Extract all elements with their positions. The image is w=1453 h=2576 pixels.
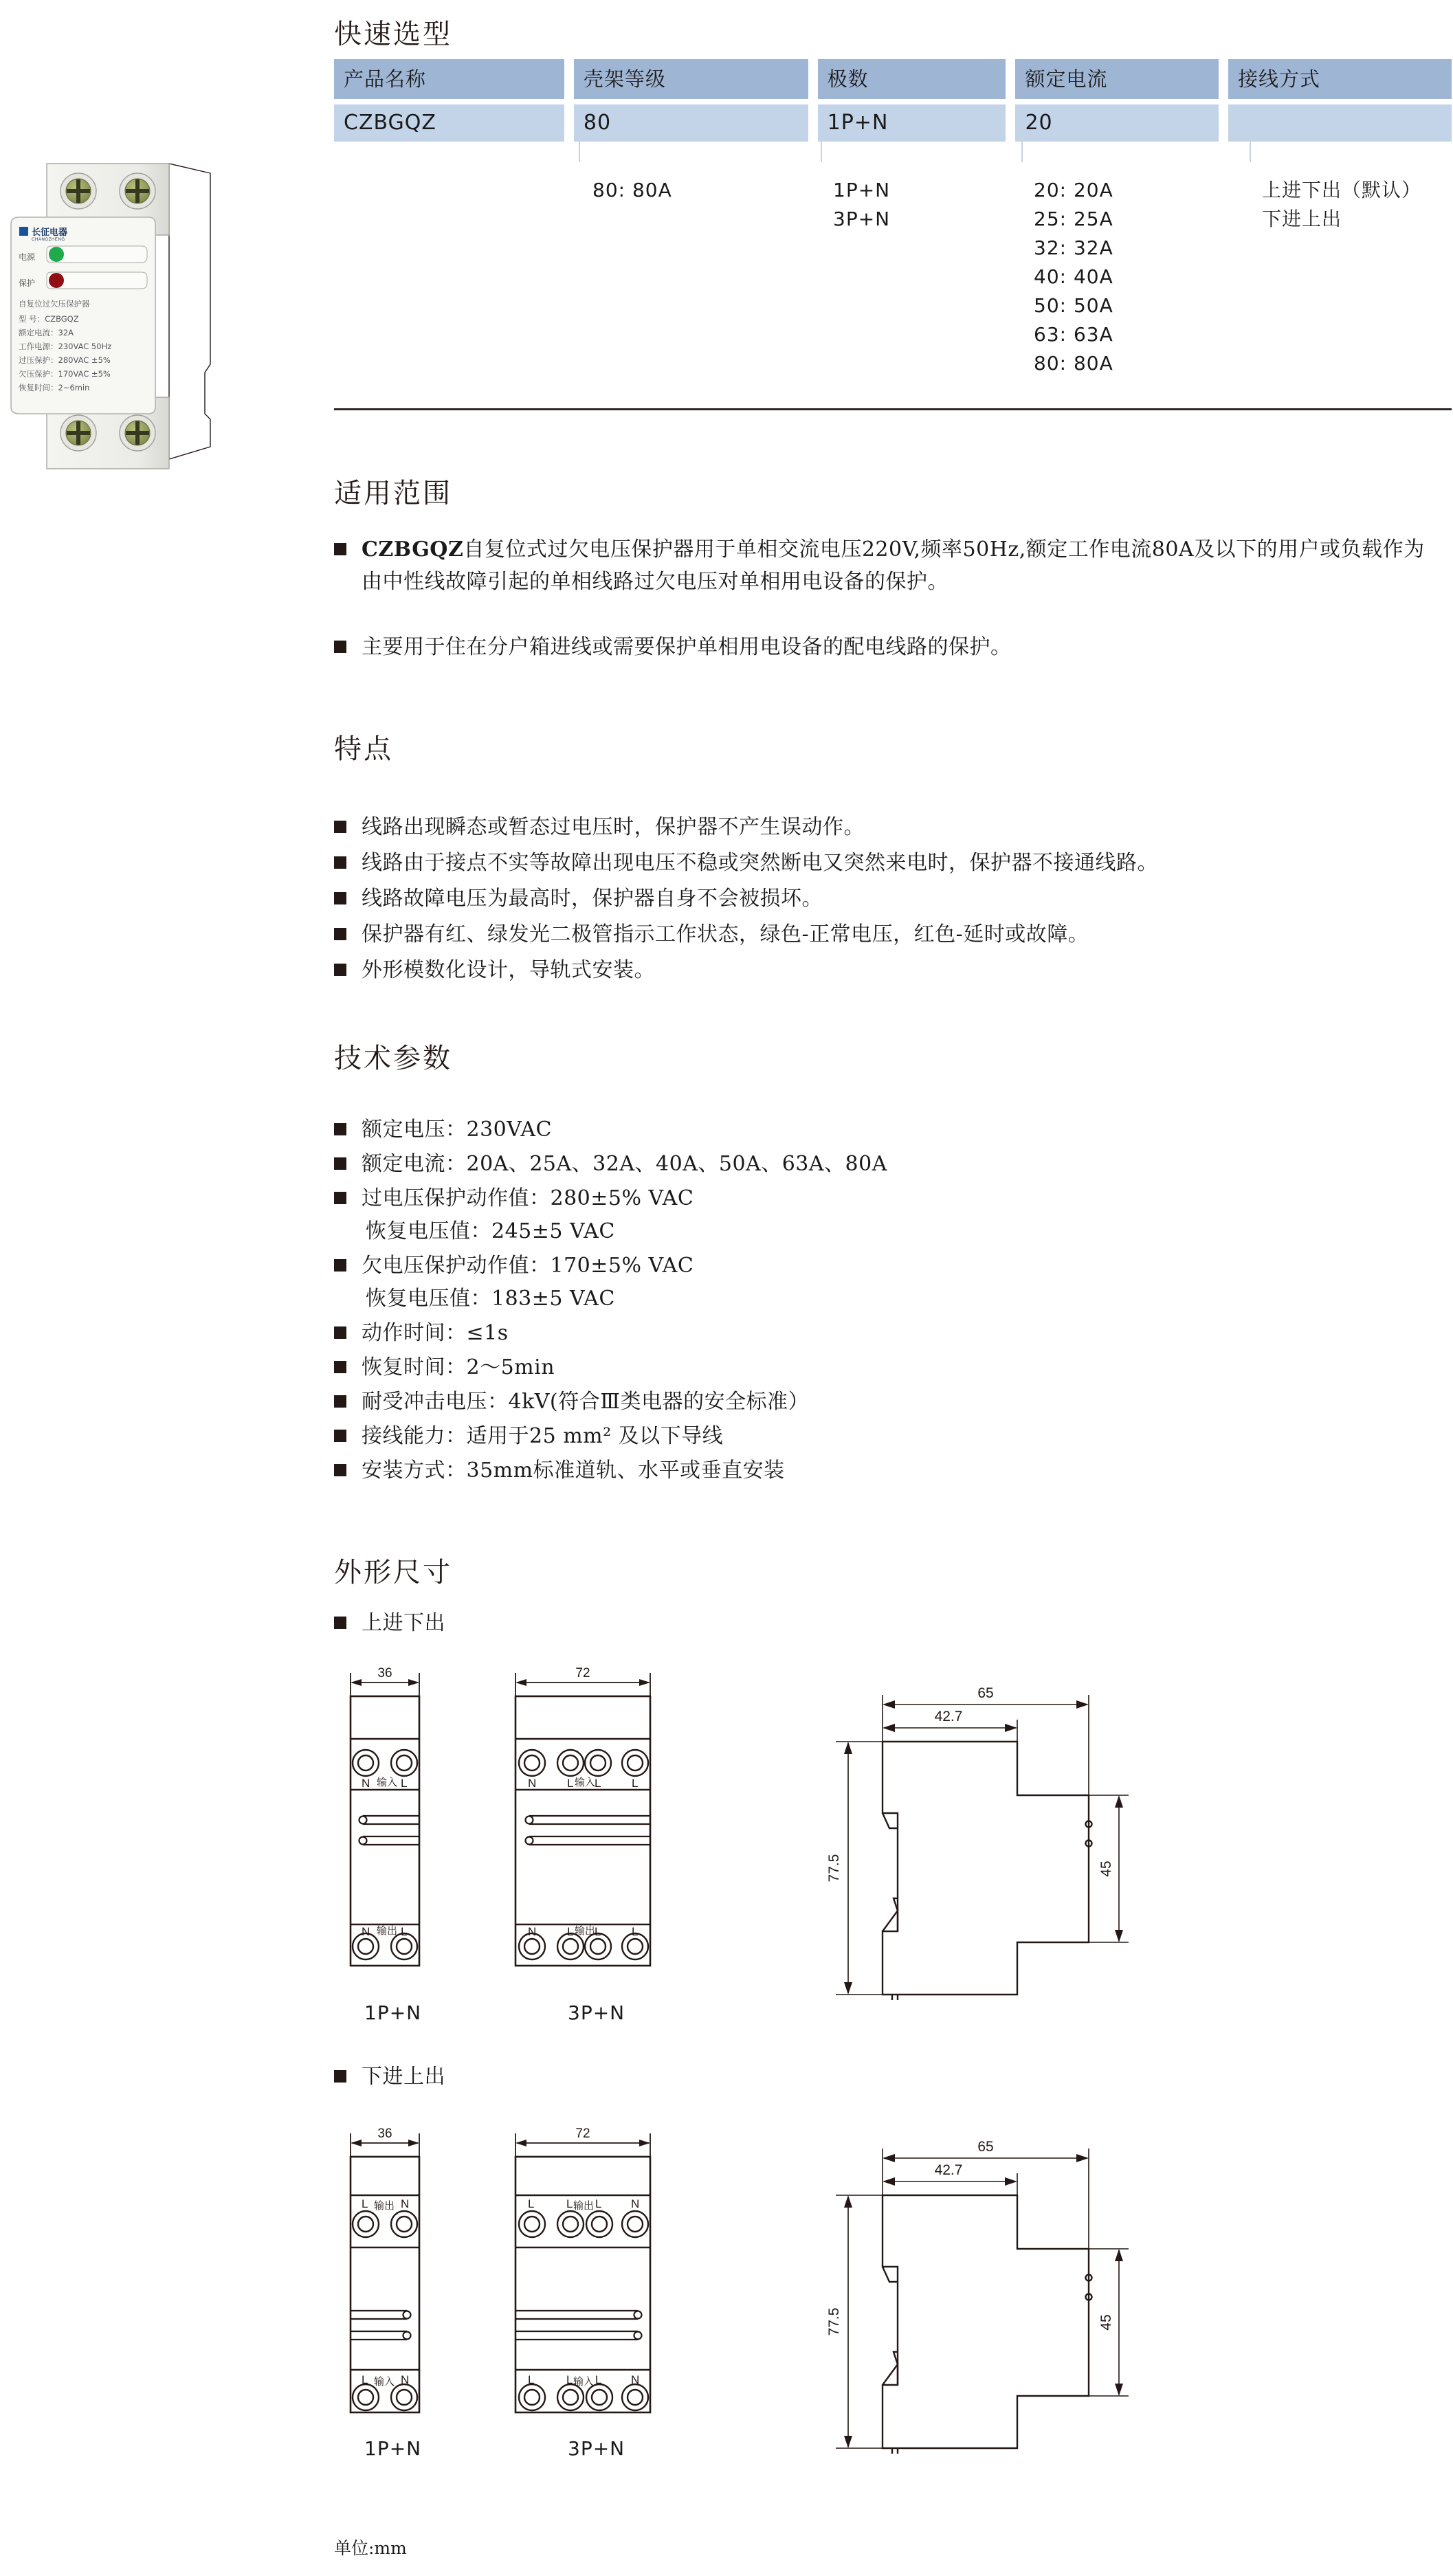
caption-bottom-in-3pn: 3P+N [568,2437,625,2460]
column-header-wiring-type: 接线方式 [1228,59,1452,99]
drawing-bottom-in-3pn-front [499,2124,698,2426]
column-header-product-name: 产品名称 [334,59,564,99]
caption-top-in-3pn: 3P+N [568,2001,625,2024]
led-protect-label: 保护 [19,278,36,288]
bullet-square-icon [334,1617,346,1629]
label-output: 输出 [575,1925,596,1937]
feature-item-5-text: 外形模数化设计，导轨式安装。 [362,958,655,982]
dim-depth-42-7: 42.7 [934,2162,963,2178]
bullet-square-icon [334,2070,346,2083]
drawing-bottom-in-1pn-front [334,2124,472,2426]
terminal-label-n-out: N [362,1925,370,1938]
bullet-square-icon [334,1123,346,1135]
spec-item-2 [334,1148,1296,1180]
bullet-square-icon [334,1430,346,1442]
svg-text:自复位过欠压保护器: 自复位过欠压保护器 [19,299,90,309]
option-poles-3pn: 3P+N [833,208,891,230]
terminal-label-l1-in: L [567,1777,574,1790]
svg-text:欠压保护：170VAC ±5%: 欠压保护：170VAC ±5% [19,369,111,379]
option-list-wiring [1262,176,1421,234]
bullet-square-icon [334,641,346,653]
spec-item-6 [334,1351,1296,1384]
feature-item-1-text: 线路出现瞬态或暂态过电压时，保护器不产生误动作。 [362,815,865,839]
terminal-label-l-in: L [362,2373,368,2386]
option-current-25: 25: 25A [1034,208,1113,230]
spec-item-8 [334,1420,1296,1452]
bullet-square-icon [334,856,346,869]
label-input: 输入 [377,1777,398,1788]
label-output: 输出 [377,1925,398,1937]
terminal-label-l-in: L [401,1777,408,1790]
terminal-label-n-in: N [401,2373,410,2386]
connector-stub-poles [821,137,822,162]
column-header-poles: 极数 [818,59,1006,99]
terminal-label-l3-in: L [595,2373,602,2386]
value-frame-rating: 80 [574,104,808,142]
terminal-label-l-out: L [362,2197,368,2210]
bullet-square-icon [334,964,346,976]
option-current-63: 63: 63A [1034,323,1113,346]
caption-bottom-in-1pn: 1P+N [364,2437,422,2460]
bullet-square-icon [334,821,346,833]
value-wiring-type [1228,104,1452,142]
bullet-square-icon [334,1464,346,1476]
drawing-top-in-3pn-front [499,1663,698,1979]
terminal-label-l1-in: L [528,2373,535,2386]
terminal-label-n-in: N [528,1777,537,1790]
table-value-row [334,104,1452,142]
terminal-label-l3-out: L [632,1925,639,1938]
spec-item-6-text: 恢复时间：2～5min [362,1355,555,1379]
caption-top-in-1pn: 1P+N [364,2001,422,2024]
label-output: 输出 [374,2200,395,2212]
brand-name-en: CHANGZHENG [32,238,65,242]
option-current-50: 50: 50A [1034,294,1113,317]
dimensions-title: 外形尺寸 [334,1557,452,1588]
terminal-label-l2-out: L [595,1925,601,1938]
dim-height-77-5: 77.5 [826,2307,842,2336]
section-divider [334,408,1452,410]
dimensions-group-bottom-in [334,2061,445,2093]
drawing-top-in-side [811,1656,1134,2000]
option-current-20: 20: 20A [1034,179,1113,201]
label-input: 输入 [573,2376,595,2388]
scope-item-2-text: 主要用于住在分户箱进线或需要保护单相用电设备的配电线路的保护。 [362,635,1012,659]
svg-text:工作电源：230VAC 50Hz: 工作电源：230VAC 50Hz [19,342,112,351]
dim-width-72: 72 [575,2127,590,2141]
terminal-label-l3-out: L [595,2197,602,2210]
spec-item-1-text: 额定电压：230VAC [362,1118,553,1142]
option-wiring-top-in: 上进下出（默认） [1262,179,1422,201]
connector-stub-current [1021,137,1023,162]
feature-item-3 [334,882,1434,915]
scope-title: 适用范围 [334,478,452,509]
bullet-square-icon [334,1157,346,1170]
specs-title: 技术参数 [334,1043,452,1074]
bullet-square-icon [334,543,346,555]
svg-text:过压保护：280VAC ±5%: 过压保护：280VAC ±5% [19,355,111,365]
spec-item-9 [334,1454,1296,1487]
led-power-indicator [49,247,64,262]
option-frame-80: 80: 80A [592,179,672,201]
spec-item-4-sub: 恢复电压值：183±5 VAC [366,1287,615,1311]
spec-item-3-text: 过电压保护动作值：280±5% VAC [362,1186,694,1210]
spec-item-9-text: 安装方式：35mm标准道轨、水平或垂直安装 [362,1458,785,1483]
terminal-label-n-out: N [528,1925,537,1938]
spec-item-7-text: 耐受冲击电压：4kV(符合Ⅲ类电器的安全标准） [362,1390,810,1414]
led-protect-indicator [49,273,64,288]
features-title: 特点 [334,733,393,765]
option-current-80: 80: 80A [1034,352,1113,375]
option-list-frame [592,176,672,205]
svg-text:恢复时间：2~6min: 恢复时间：2~6min [19,383,90,392]
bullet-square-icon [334,1192,346,1204]
terminal-label-n-out: N [401,2197,410,2210]
feature-item-2 [334,847,1434,879]
terminal-label-l-out: L [401,1925,408,1938]
product-photo [7,158,254,474]
terminal-label-l1-out: L [528,2197,535,2210]
terminal-label-l2-in: L [566,2373,573,2386]
option-poles-1pn: 1P+N [833,179,891,201]
spec-item-8-text: 接线能力：适用于25 mm² 及以下导线 [362,1424,724,1448]
connector-stub-frame [579,137,580,162]
unit-note: 单位:mm [334,2538,407,2558]
dim-depth-42-7: 42.7 [934,1709,963,1724]
feature-item-4-text: 保护器有红、绿发光二极管指示工作状态，绿色-正常电压，红色-延时或故障。 [362,922,1089,946]
bullet-square-icon [334,1361,346,1373]
spec-item-3 [334,1182,1296,1214]
spec-item-3-sub: 恢复电压值：245±5 VAC [366,1219,615,1243]
brand-name-cn: 长征电器 [32,227,68,238]
option-list-current [1034,176,1113,378]
terminal-label-n-in: N [362,1777,370,1790]
option-wiring-bottom-in: 下进上出 [1262,208,1342,230]
feature-item-2-text: 线路由于接点不实等故障出现电压不稳或突然断电又突然来电时，保护器不接通线路。 [362,851,1158,875]
led-power-label: 电源 [19,252,36,262]
bullet-square-icon [334,1326,346,1339]
terminal-label-n-out: N [631,2197,640,2210]
label-input: 输入 [575,1777,596,1788]
bullet-square-icon [334,928,346,940]
terminal-label-l2-out: L [566,2197,573,2210]
dim-height-45: 45 [1098,2314,1114,2331]
scope-item-1-body: 自复位式过欠电压保护器用于单相交流电压220V,频率50Hz,额定工作电流80A及以下的用户或负载作为由中性线故障引起的单相线路过欠电压对单相用电设备的保护。 [362,537,1425,594]
spec-item-5-text: 动作时间：≤1s [362,1321,509,1345]
option-current-32: 32: 32A [1034,236,1113,259]
terminal-label-n-in: N [631,2373,640,2386]
label-output: 输出 [573,2200,595,2212]
spec-item-5 [334,1317,1296,1349]
bullet-square-icon [334,1259,346,1272]
scope-item-1-model: CZBGQZ [362,537,464,562]
connector-stub-wiring [1250,137,1251,162]
feature-item-3-text: 线路故障电压为最高时，保护器自身不会被损坏。 [362,887,823,911]
bullet-square-icon [334,1395,346,1408]
scope-item-2 [334,631,1434,663]
column-header-frame-rating: 壳架等级 [574,59,808,99]
dimensions-group-top-in-label: 上进下出 [362,1611,445,1635]
dim-depth-65: 65 [977,1685,994,1701]
drawing-top-in-1pn-front [334,1663,472,1979]
dim-depth-65: 65 [977,2139,994,2155]
dim-height-45: 45 [1098,1861,1114,1877]
dim-width-36: 36 [377,1666,392,1680]
spec-item-4-text: 欠电压保护动作值：170±5% VAC [362,1254,694,1278]
value-product-name: CZBGQZ [334,104,564,142]
feature-item-4 [334,918,1434,951]
option-list-poles [833,176,890,234]
label-input: 输入 [374,2376,395,2388]
terminal-label-l3-in: L [632,1777,639,1790]
scope-item-1-text [362,533,1434,598]
quick-select-title: 快速选型 [334,19,452,50]
terminal-label-l2-in: L [595,1777,601,1790]
svg-text:额定电流：32A: 额定电流：32A [19,328,74,337]
feature-item-5 [334,954,1434,986]
spec-item-2-text: 额定电流：20A、25A、32A、40A、50A、63A、80A [362,1152,887,1176]
drawing-bottom-in-side [811,2110,1134,2454]
terminal-label-l1-out: L [567,1925,574,1938]
dimensions-group-bottom-in-label: 下进上出 [362,2065,445,2089]
dim-height-77-5: 77.5 [826,1854,842,1883]
value-poles: 1P+N [818,104,1006,142]
quick-select-table [334,59,1452,142]
dimensions-group-top-in [334,1607,445,1639]
spec-item-4 [334,1250,1296,1282]
spec-item-1 [334,1113,1296,1146]
table-header-row [334,59,1452,99]
spec-item-7 [334,1386,1296,1418]
svg-text:型 号：CZBGQZ: 型 号：CZBGQZ [19,314,79,324]
option-current-40: 40: 40A [1034,265,1113,288]
value-rated-current: 20 [1015,104,1219,142]
column-header-rated-current: 额定电流 [1015,59,1219,99]
bullet-square-icon [334,892,346,904]
scope-item-1 [334,533,1434,598]
dim-width-72: 72 [575,1666,590,1680]
dim-width-36: 36 [377,2127,392,2141]
feature-item-1 [334,811,1434,843]
